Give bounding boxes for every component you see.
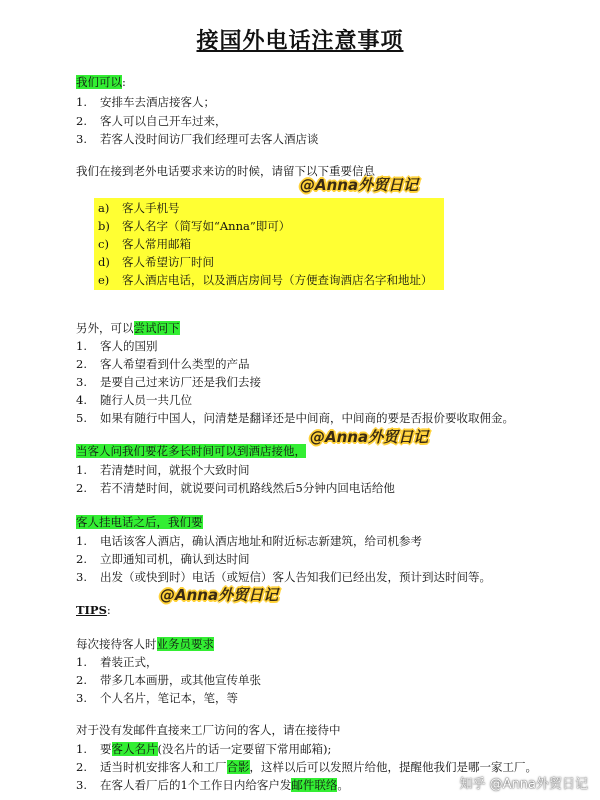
section1-item-1: 1. 安排车去酒店接客人；	[76, 95, 215, 109]
section7-item-3: 3. 在客人看厂后的1个工作日内给客户发邮件联络。	[76, 778, 349, 792]
section4-heading-line	[76, 443, 306, 459]
section3-item-3: 3. 是要自己过来访厂还是我们去接	[76, 375, 261, 389]
section2-item-d: d) 客人希望访厂时间	[98, 255, 214, 269]
section2-intro: 我们在接到老外电话要求来访的时候，请留下以下重要信息	[76, 164, 375, 178]
section2-item-a: a) 客人手机号	[98, 201, 180, 215]
section1-item-3: 3. 若客人没时间访厂我们经理可去客人酒店谈	[76, 132, 319, 146]
section2-item-e: e) 客人酒店电话，以及酒店房间号（方便查询酒店名字和地址）	[98, 273, 433, 287]
section6-item-1: 1. 着装正式，	[76, 655, 158, 669]
watermark-3: @Anna外贸日记	[160, 586, 279, 604]
section7-intro: 对于没有发邮件直接来工厂访问的客人，请在接待中	[76, 723, 341, 737]
section3-item-4: 4. 随行人员一共几位	[76, 393, 192, 407]
section4-item-2: 2. 若不清楚时间，就说要问司机路线然后5分钟内回电话给他	[76, 481, 395, 495]
section3-item-1: 1. 客人的国别	[76, 339, 158, 353]
section3-item-5: 5. 如果有随行中国人，问清楚是翻译还是中间商，中间商的要是否报价要收取佣金。	[76, 411, 514, 425]
section3-item-2: 2. 客人希望看到什么类型的产品	[76, 357, 250, 371]
section6-item-3: 3. 个人名片，笔记本，笔，等	[76, 691, 238, 705]
section1-item-2: 2. 客人可以自己开车过来，	[76, 114, 227, 128]
section6-intro: 每次接待客人时业务员要求	[76, 637, 214, 651]
section5-item-3: 3. 出发（或快到时）电话（或短信）客人告知我们已经出发，预计到达时间等。	[76, 570, 491, 584]
section5-heading-line	[76, 514, 203, 530]
section2-item-b: b) 客人名字（简写如“Anna”即可）	[98, 219, 291, 233]
section4-item-1: 1. 若清楚时间，就报个大致时间	[76, 463, 250, 477]
section1-heading-line: 我们可以:	[76, 75, 126, 89]
section5-heading: 客人挂电话之后，我们要	[76, 515, 203, 529]
zhihu-watermark: 知乎 @Anna外贸日记	[459, 777, 588, 792]
section1-heading: 我们可以	[76, 75, 122, 89]
watermark-1: @Anna外贸日记	[300, 176, 419, 194]
section6-item-2: 2. 带多几本画册，或其他宣传单张	[76, 673, 261, 687]
section3-intro: 另外，可以尝试问下	[76, 321, 180, 335]
section7-item-2: 2. 适当时机安排客人和工厂合影，这样以后可以发照片给他，提醒他我们是哪一家工厂。	[76, 760, 537, 774]
section7-item-1: 1. 要客人名片(没名片的话一定要留下常用邮箱);	[76, 742, 332, 756]
section5-item-2: 2. 立即通知司机，确认到达时间	[76, 552, 250, 566]
section5-item-1: 1. 电话该客人酒店，确认酒店地址和附近标志新建筑，给司机参考	[76, 534, 422, 548]
section4-heading: 当客人问我们要花多长时间可以到酒店接他，	[76, 444, 306, 458]
page-title: 接国外电话注意事项	[196, 29, 404, 54]
tips-heading: TIPS:	[76, 603, 111, 617]
section2-item-c: c) 客人常用邮箱	[98, 237, 191, 251]
watermark-2: @Anna外贸日记	[310, 428, 429, 446]
